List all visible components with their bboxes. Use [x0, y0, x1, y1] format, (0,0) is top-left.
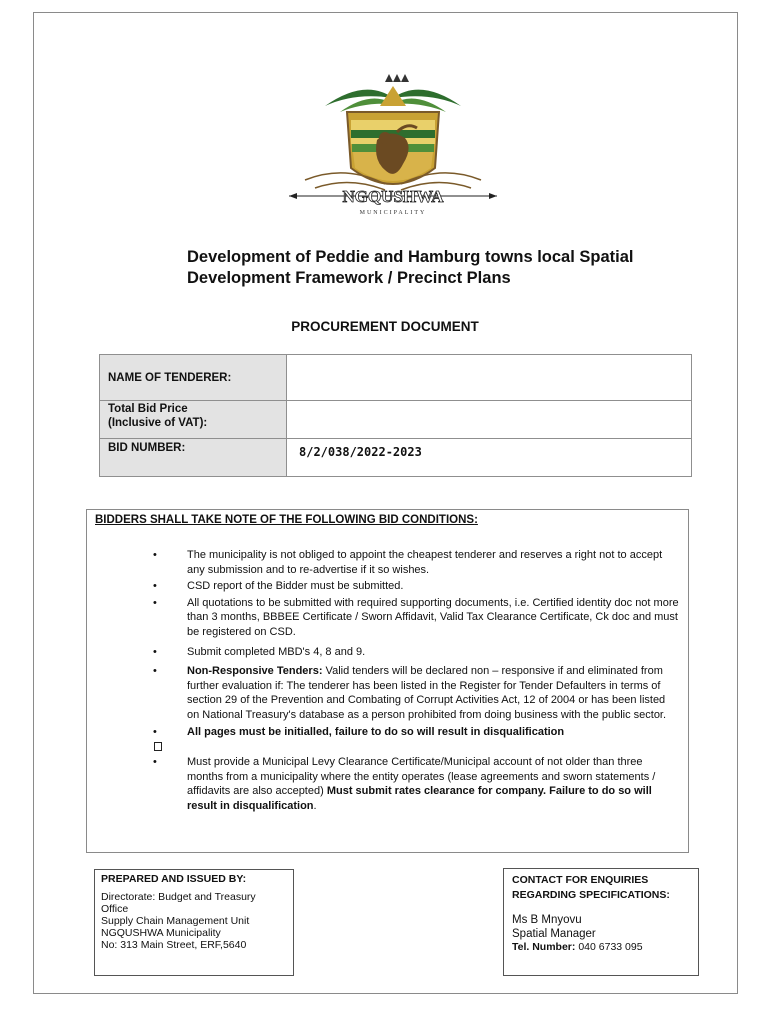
list-item [153, 548, 679, 577]
document-title [187, 247, 707, 289]
list-item [153, 579, 679, 594]
bullet-icon: • [153, 725, 157, 738]
prepared-line-5: No: 313 Main Street, ERF,5640 [101, 939, 247, 951]
bid-number-label: BID NUMBER: [100, 439, 287, 477]
title-line-1: Development of Peddie and Hamburg towns local Spatial [187, 248, 634, 266]
list-item [153, 755, 679, 813]
bullet-icon: • [153, 580, 157, 593]
condition-text: Must provide a Municipal Levy Clearance Certificate/Municipal account of not older than three months from a municipality where the entity operates (lease agreements and sworn statements / affidavits are also accepted) [187, 756, 656, 798]
list-item [153, 664, 679, 722]
contact-tel [512, 941, 698, 953]
condition-text: CSD report of the Bidder must be submitted. [187, 580, 404, 593]
bullet-icon: • [153, 756, 157, 769]
condition-bold-text: All pages must be initialled, failure to do so will result in disqualification [187, 725, 565, 738]
condition-bold-text: Non-Responsive Tenders: [187, 665, 323, 678]
condition-tail: . [313, 799, 317, 812]
tenderer-name-label: NAME OF TENDERER: [100, 355, 287, 401]
prepared-by-box [94, 869, 294, 976]
conditions-list [153, 548, 679, 816]
condition-text: Submit completed MBD's 4, 8 and 9. [187, 645, 366, 658]
contact-box [503, 868, 699, 976]
contact-heading-2: REGARDING SPECIFICATIONS: [512, 889, 670, 901]
prepared-line-2: Office [101, 903, 129, 915]
bid-number-value: 8/2/038/2022-2023 [287, 439, 692, 477]
prepared-line-4: NGQUSHWA Municipality [101, 927, 221, 939]
bid-price-label-line-2: (Inclusive of VAT): [108, 417, 208, 429]
logo-sub-text: MUNICIPALITY [359, 210, 427, 216]
bid-price-label-line-1: Total Bid Price [108, 403, 188, 415]
prepared-line-1: Directorate: Budget and Treasury [101, 891, 256, 903]
conditions-heading [95, 514, 478, 526]
conditions-heading-text: BIDDERS SHALL TAKE NOTE OF THE FOLLOWING BID CONDITIONS [95, 514, 475, 526]
condition-text: The municipality is not obliged to appoint the cheapest tenderer and reserves a right not to accept any submission and to re-advertise if it so wishes. [187, 549, 663, 576]
title-line-2: Development Framework / Precinct Plans [187, 269, 511, 287]
bullet-icon: • [153, 596, 157, 609]
document-type-heading: PROCUREMENT DOCUMENT [291, 319, 479, 334]
condition-text: All quotations to be submitted with required supporting documents, i.e. Certified identity doc not more than 3 months, BBBEE Certificate / Sworn Affidavit, Valid Tax Clearance Certificate, Ck doc and must be registered on CSD. [187, 596, 679, 638]
bid-conditions-box [86, 509, 689, 853]
list-item [153, 596, 679, 640]
tenderer-name-field[interactable] [287, 355, 692, 401]
conditions-heading-colon: : [474, 514, 478, 526]
bid-price-label [100, 401, 287, 439]
municipal-crest-logo [285, 68, 501, 218]
prepared-line-3: Supply Chain Management Unit [101, 915, 250, 927]
table-row [100, 439, 692, 477]
shield-icon [347, 112, 439, 184]
tel-value: 040 6733 095 [575, 941, 643, 953]
table-row [100, 401, 692, 439]
bid-price-field[interactable] [287, 401, 692, 439]
list-item [153, 739, 679, 753]
contact-role: Spatial Manager [512, 928, 596, 940]
bullet-icon: • [153, 645, 157, 658]
crown-icon [385, 74, 409, 82]
bullet-icon: • [153, 665, 157, 678]
tel-label: Tel. Number: [512, 941, 576, 953]
table-row [100, 355, 692, 401]
condition-text: Valid tenders will be declared non – responsive if and eliminated from further evaluation if: The tenderer has been listed in the Register for Tender Defaulters in terms of section 29 of the Prevention and Combating of Corrupt Activities Act, 12 of 2004 or has been listed on National Treasury's database as a person prohibited from doing business with the public sector. [187, 665, 667, 721]
contact-name: Ms B Mnyovu [512, 914, 582, 926]
list-item [153, 645, 679, 660]
list-item [153, 725, 679, 740]
condition-bold-text: Must submit rates clearance for company. Failure to do so will result in disqualification [187, 785, 652, 812]
bullet-icon: • [153, 549, 157, 561]
prepared-heading: PREPARED AND ISSUED BY: [101, 873, 247, 885]
logo-name-text: NGQUSHWA [342, 187, 444, 206]
fronds-icon [325, 86, 461, 112]
checkbox-placeholder-icon [154, 742, 162, 751]
bid-details-table [99, 354, 692, 477]
contact-heading-1: CONTACT FOR ENQUIRIES [512, 874, 649, 886]
